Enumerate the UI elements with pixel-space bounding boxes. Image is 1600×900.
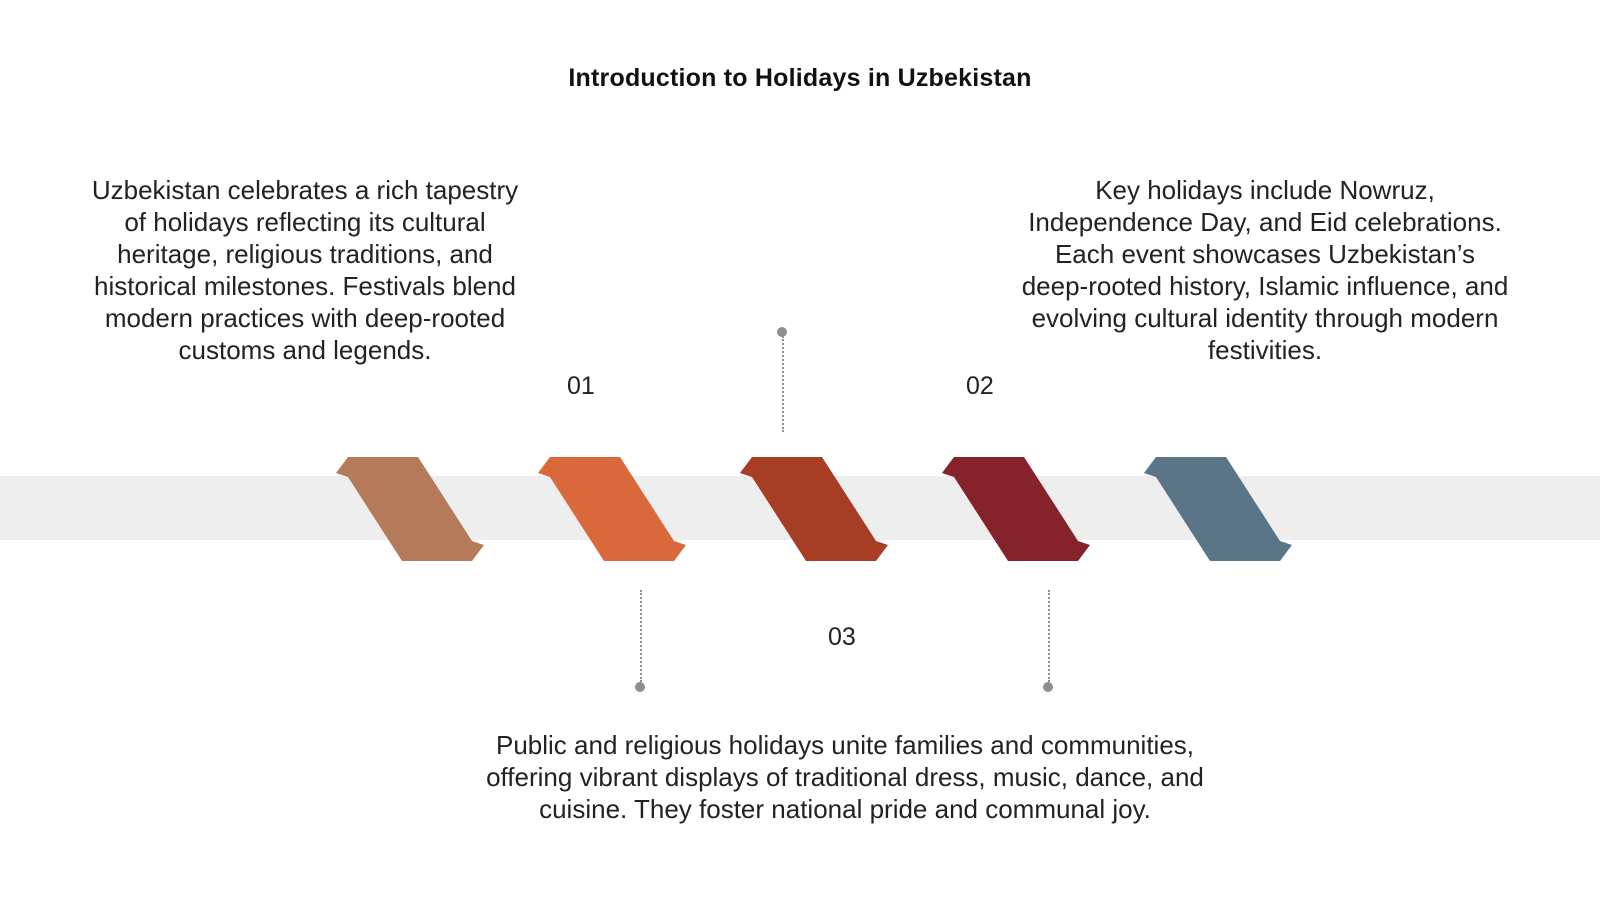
step-2-description: Key holidays include Nowruz, Independence Day, and Eid celebrations. Each event showcases Uzbekistan’s deep-rooted history, Islamic influence, and evolving cultural identity through modern festivities. xyxy=(1021,175,1509,365)
chevron-2 xyxy=(538,457,686,561)
connector-dot-2 xyxy=(635,682,645,692)
step-1-description: Uzbekistan celebrates a rich tapestry of holidays reflecting its cultural heritage, religious traditions, and historical milestones. Festivals blend modern practices with deep-rooted customs and legends. xyxy=(91,175,519,365)
page-title: Introduction to Holidays in Uzbekistan xyxy=(568,64,1032,92)
step-3-number: 03 xyxy=(828,623,856,651)
chevron-1 xyxy=(336,457,484,561)
chevron-5 xyxy=(1144,457,1292,561)
connector-line-2 xyxy=(640,590,642,682)
step-3-description: Public and religious holidays unite families and communities, offering vibrant displays of traditional dress, music, dance, and cuisine. They foster national pride and communal joy. xyxy=(486,730,1204,824)
connector-line-3 xyxy=(1048,590,1050,682)
step-2-number: 02 xyxy=(966,372,994,400)
chevron-3 xyxy=(740,457,888,561)
connector-dot-3 xyxy=(1043,682,1053,692)
step-1-number: 01 xyxy=(567,372,595,400)
chevron-4 xyxy=(942,457,1090,561)
connector-line-1 xyxy=(782,336,784,432)
